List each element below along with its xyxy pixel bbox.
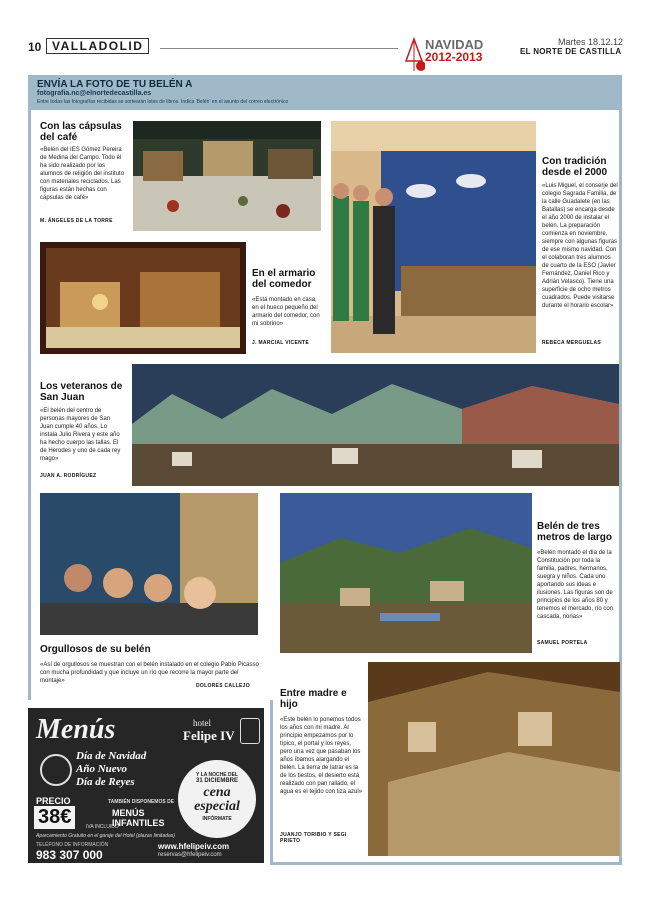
special-years: 2012-2013	[425, 50, 483, 64]
ad-parking: Aparcamiento Gratuito en el garaje del Hotel (plazas limitadas)	[36, 833, 175, 839]
ad-special-dinner-badge	[178, 760, 256, 838]
ad-info-label: TELÉFONO DE INFORMACIÓN	[36, 842, 109, 848]
article-7-text: «Este belén lo ponemos todos los años con mi madre. Al principio empezamos por lo típico, el portal y los reyes, pero una vez que pasaban los años íbamos alargando el belén. La tierra de latrar es la de los tiestos, el desierto está realizado con pan rallado, el agua es el tejido con tiza azul»	[280, 717, 363, 795]
ad-menu-item: Año Nuevo	[76, 763, 128, 775]
ad-title: Menús	[36, 714, 116, 745]
article-2-credit: J. MARCIAL VICENTE	[252, 340, 309, 346]
ad-price: 38€	[34, 806, 75, 829]
photo-nativity-coffee-capsules	[133, 121, 321, 231]
special-title-text: NAVIDAD	[425, 37, 484, 52]
badge-main: cena especial	[194, 785, 240, 814]
hotel-crest-icon	[240, 718, 260, 744]
ad-hotel-name: Felipe IV	[183, 728, 235, 743]
frame-line-left	[28, 110, 31, 700]
photo-san-juan-nativity	[132, 364, 619, 486]
article-4-title: Los veteranos de San Juan	[40, 381, 123, 403]
frame-line-bottom	[270, 862, 622, 865]
ad-web[interactable]: www.hfelipeiv.com	[158, 842, 230, 851]
photo-three-meter-nativity	[280, 493, 532, 653]
article-4-text: «El belén del centro de personas mayores de San Juan cumple 40 años. Lo instala Julio Rivera y este año ha hecho cuerpo las tallas. El de Herodes y uno de cada rey mago»	[40, 408, 121, 462]
banner-title: ENVÍA LA FOTO DE TU BELÉN A	[37, 79, 193, 90]
article-7-title: Entre madre e hijo	[280, 688, 347, 710]
article-3-title: Con tradición desde el 2000	[542, 156, 608, 178]
article-5-credit: SAMUEL PORTELA	[537, 640, 588, 646]
plate-cutlery-icon	[40, 754, 72, 786]
article-1-text: «Belén del IES Gómez Pereira de Medina del Campo. Todo él ha sido realizado por los alumnos de religión del instituto con materiales reciclados. Las figuras están hechas con cápsulas de café»	[40, 147, 125, 201]
ad-menu-list	[76, 750, 146, 789]
banner-email[interactable]: fotografia.nc@elnortedecastilla.es	[37, 90, 152, 97]
article-5-title: Belén de tres metros de largo	[537, 521, 613, 543]
article-6-text: «Así de orgullosos se muestran con el belén instalado en el colegio Pablo Picasso con mucha profundidad y que incluye un río que recorre la mayor parte del montaje»	[40, 662, 259, 684]
article-1-credit: M. ÁNGELES DE LA TORRE	[40, 218, 113, 224]
hotel-advertisement[interactable]	[28, 708, 264, 863]
christmas-tree-logo-icon	[403, 37, 425, 78]
article-2-title: En el armario del comedor	[252, 268, 316, 290]
photo-mother-son-nativity	[368, 662, 620, 856]
article-5-text: «Belén montado el día de la Constitución por toda la familia, padres, hermanos, suegra y niños. Cada uno aportando sus ideas e ilusiones. Las figuras son de principios de los años 80 y tenemos el mercado, río con cascada, norias»	[537, 550, 614, 620]
ad-menu-item: Día de Navidad	[76, 750, 147, 762]
badge-date: 31 DICIEMBRE	[195, 778, 238, 784]
article-6-title: Orgullosos de su belén	[40, 644, 151, 655]
article-1-title: Con las cápsulas del café	[40, 121, 122, 143]
photo-school-nativity-group	[331, 121, 536, 353]
ad-also-label: TAMBIÉN DISPONEMOS DE	[108, 799, 175, 805]
badge-top: Y LA NOCHE DEL	[196, 772, 238, 778]
ad-phone[interactable]: 983 307 000	[36, 848, 103, 862]
article-7-credit: JUANJO TORIBIO Y SEGI PRIETO	[280, 832, 347, 844]
ad-price-label: PRECIO	[36, 796, 71, 806]
ad-price-note: IVA INCLUIDO	[86, 824, 119, 830]
article-6-credit: DOLORES CALLEJO	[196, 683, 250, 689]
issue-date: Martes 18.12.12	[558, 37, 624, 47]
ad-hotel-word: hotel	[193, 718, 211, 728]
article-2-text: «Está montado en casa, en el hueco pequeño del armario del comedor, con mi sobrino»	[252, 297, 320, 327]
photo-nativity-dining-cabinet	[40, 242, 246, 354]
special-title	[425, 38, 483, 64]
article-3-text: «Luis Miguel, el conserje del colegio Sagrada Familia, de la calle Guadalete (en las Batallas) se encarga desde el año 2000 de instalar el belén. La preparación comienza en noviembre, siempre con algunas figuras de ese mismo navidad. Con el colaboran tres alumnos de cuarto de la ESO (Javier Fernández, Daniel Rico y Adrián Velasco). Tiene una superficie de ocho metros cuadrados. Puede visitarse durante el horario escolar»	[542, 183, 618, 309]
page-number: 10	[28, 40, 42, 54]
ad-menu-item: Día de Reyes	[76, 776, 135, 788]
header-rule	[160, 48, 398, 49]
article-3-credit: REBECA MERGUELAS	[542, 340, 602, 346]
submission-banner	[28, 75, 622, 110]
ad-email[interactable]: reservas@hfelipeiv.com	[158, 852, 222, 858]
article-4-credit: JUAN A. RODRÍGUEZ	[40, 473, 97, 479]
newspaper-name: EL NORTE DE CASTILLA	[520, 47, 622, 56]
photo-children-nativity	[40, 493, 258, 635]
banner-note: Entre todas las fotografías recibidas se sortearán lotes de libros. Indica 'Belén' en el asunto del correo electrónico	[37, 99, 289, 105]
ad-kids-menu: MENÚS INFANTILES	[112, 808, 165, 828]
badge-note: INFÓRMATE	[202, 816, 232, 822]
section-label: VALLADOLID	[46, 38, 149, 54]
frame-line-inner	[270, 700, 273, 862]
